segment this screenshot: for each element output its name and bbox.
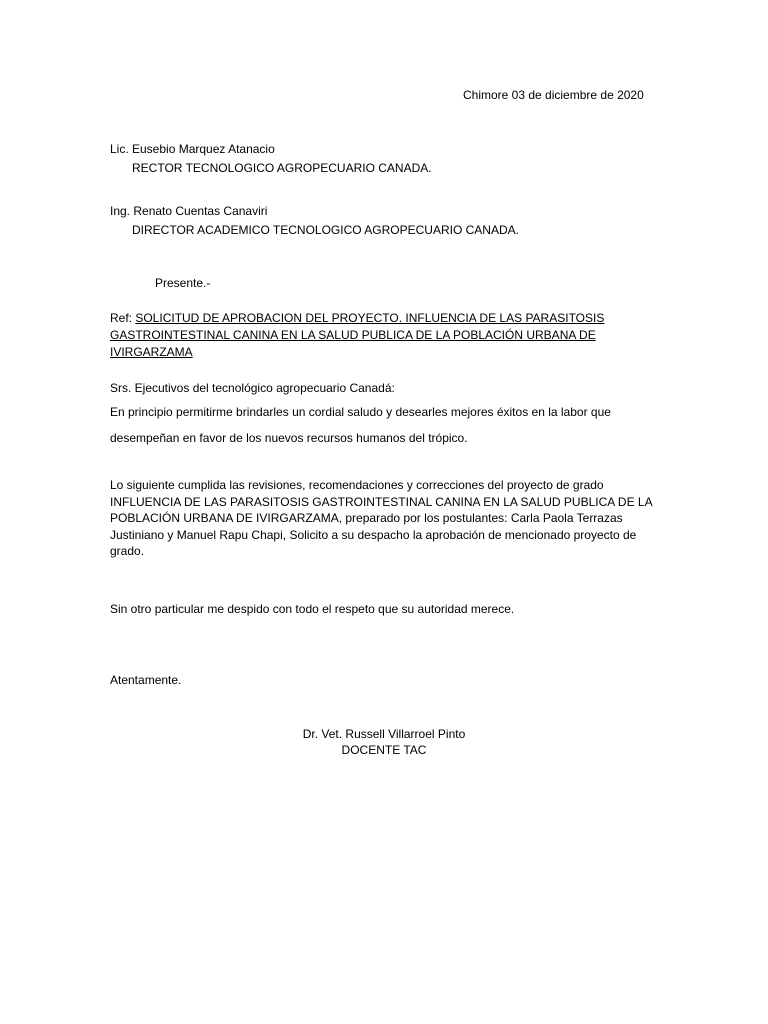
signatory-name: Dr. Vet. Russell Villarroel Pinto <box>302 727 466 741</box>
recipient2-title: DIRECTOR ACADEMICO TECNOLOGICO AGROPECUARIO CANADA. <box>132 223 519 237</box>
letter-date: Chimore 03 de diciembre de 2020 <box>463 88 644 102</box>
regards-line: Atentamente. <box>110 673 182 687</box>
signature-block <box>280 726 488 758</box>
paragraph1-line2: desempeñan en favor de los nuevos recursos humanos del trópico. <box>110 431 468 445</box>
reference-label: Ref: <box>110 311 136 325</box>
paragraph2: Lo siguiente cumplida las revisiones, recomendaciones y correcciones del proyecto de grado INFLUENCIA DE LAS PARASITOSIS GASTROINTESTINAL CANINA EN LA SALUD PUBLICA DE LA POBLACIÓN URBANA DE IVIRGARZAMA, preparado por los postulantes: Carla Paola Terrazas Justiniano y Manuel Rapu Chapi, Solicito a su despacho la aprobación de mencionado proyecto de grado. <box>110 478 652 558</box>
salutation: Srs. Ejecutivos del tecnológico agropecuario Canadá: <box>110 381 395 395</box>
presente-line: Presente.- <box>155 276 211 290</box>
signatory-title: DOCENTE TAC <box>341 743 427 757</box>
paragraph1-line1: En principio permitirme brindarles un cordial saludo y desearles mejores éxitos en la labor que <box>110 405 611 419</box>
reference-subject: SOLICITUD DE APROBACION DEL PROYECTO. INFLUENCIA DE LAS PARASITOSIS GASTROINTESTINAL CANINA EN LA SALUD PUBLICA DE LA POBLACIÓN URBANA DE IVIRGARZAMA <box>110 311 605 359</box>
recipient1-name: Lic. Eusebio Marquez Atanacio <box>110 142 275 156</box>
recipient1-title: RECTOR TECNOLOGICO AGROPECUARIO CANADA. <box>132 161 432 175</box>
reference-block <box>110 310 670 361</box>
recipient2-name: Ing. Renato Cuentas Canaviri <box>110 204 268 218</box>
closing-line: Sin otro particular me despido con todo el respeto que su autoridad merece. <box>110 602 515 616</box>
